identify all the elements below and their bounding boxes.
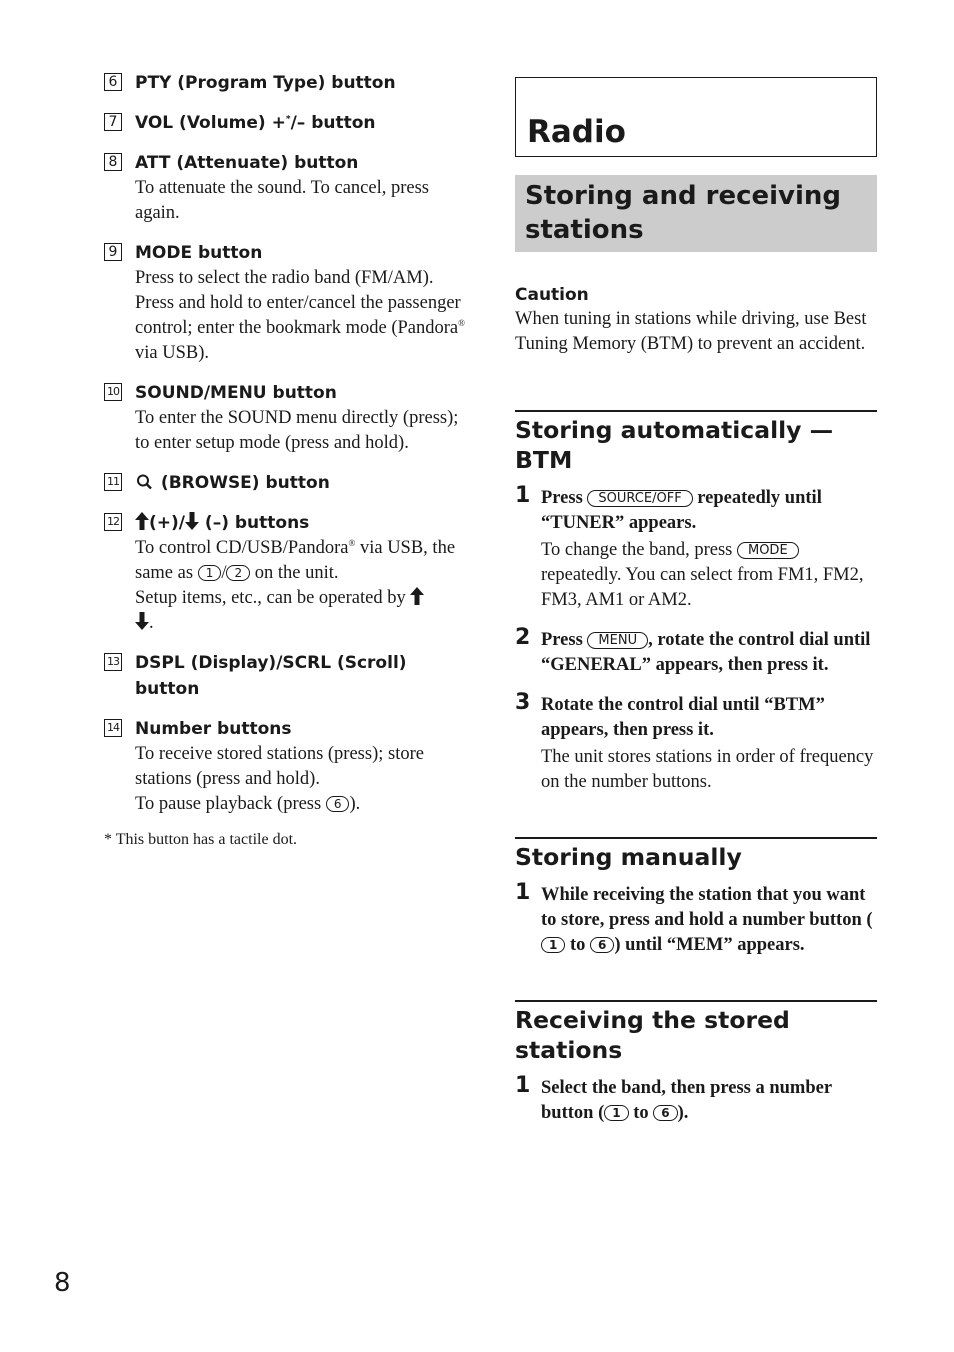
desc-part: To change the band, press bbox=[541, 540, 737, 560]
item-title: ATT (Attenuate) button bbox=[135, 153, 359, 173]
button-2-glyph: 2 bbox=[226, 565, 250, 581]
step-part: While receiving the station that you want to store, press and hold a number button ( bbox=[541, 885, 873, 930]
item-dspl bbox=[104, 650, 476, 702]
arrow-up-icon bbox=[135, 512, 149, 530]
desc-part: via USB, the same as bbox=[135, 538, 456, 583]
button-1-glyph: 1 bbox=[604, 1105, 628, 1121]
item-number: 10 bbox=[104, 383, 122, 401]
button-1-glyph: 1 bbox=[541, 937, 565, 953]
step-title bbox=[541, 1076, 877, 1126]
item-title: PTY (Program Type) button bbox=[135, 73, 396, 93]
menu-button-glyph: MENU bbox=[587, 632, 648, 649]
item-title bbox=[135, 470, 476, 496]
item-number: 7 bbox=[104, 113, 122, 131]
item-vol bbox=[104, 110, 476, 136]
step-title bbox=[541, 486, 877, 536]
caution-heading: Caution bbox=[515, 285, 589, 305]
step-number: 1 bbox=[515, 1073, 531, 1098]
step-part: to bbox=[628, 1103, 654, 1123]
step-part: repeatedly until “TUNER” appears. bbox=[541, 488, 822, 533]
step-part: ). bbox=[677, 1103, 689, 1123]
footnote: * This button has a tactile dot. bbox=[104, 831, 298, 848]
button-6-glyph: 6 bbox=[326, 796, 350, 812]
desc-part: ). bbox=[349, 794, 361, 814]
item-description: To enter the SOUND menu directly (press); to enter setup mode (press and hold). bbox=[135, 408, 459, 453]
step-part: Press bbox=[541, 488, 588, 508]
item-number: 8 bbox=[104, 153, 122, 171]
arrow-down-icon bbox=[185, 512, 199, 530]
item-sound-menu bbox=[104, 380, 476, 456]
item-title bbox=[135, 510, 476, 536]
item-description bbox=[135, 536, 476, 636]
desc-part: repeatedly. You can select from FM1, FM2, FM3, AM1 or AM2. bbox=[541, 565, 864, 610]
btm-heading: Storing automatically — BTM bbox=[515, 410, 877, 475]
chapter-title: Radio bbox=[527, 114, 626, 150]
desc-part: on the unit. bbox=[250, 563, 339, 583]
separator: / bbox=[221, 563, 227, 583]
title-part: /– button bbox=[290, 113, 376, 133]
btm-step-3 bbox=[515, 690, 877, 795]
item-pty bbox=[104, 70, 476, 96]
item-number: 6 bbox=[104, 73, 122, 91]
item-title: DSPL (Display)/SCRL (Scroll) button bbox=[135, 653, 407, 699]
item-title: SOUND/MENU button bbox=[135, 383, 337, 403]
manual-step-1 bbox=[515, 880, 877, 958]
step-title bbox=[541, 628, 877, 678]
item-description bbox=[135, 742, 476, 817]
source-off-button-glyph: SOURCE/OFF bbox=[587, 490, 692, 507]
step-number: 2 bbox=[515, 625, 531, 650]
desc-part: To control CD/USB/Pandora bbox=[135, 538, 349, 558]
registered-mark: ® bbox=[458, 317, 465, 328]
item-number: 14 bbox=[104, 719, 122, 737]
button-1-glyph: 1 bbox=[198, 565, 222, 581]
search-icon bbox=[135, 473, 155, 491]
step-number: 3 bbox=[515, 690, 531, 715]
step-part: Select the band, then press a number button ( bbox=[541, 1078, 832, 1123]
item-description: To attenuate the sound. To cancel, press again. bbox=[135, 178, 430, 223]
manual-heading: Storing manually bbox=[515, 837, 877, 872]
step-part: , rotate the control dial until “GENERAL” appears, then press it. bbox=[541, 630, 871, 675]
desc-part: Setup items, etc., can be operated by bbox=[135, 588, 411, 608]
step-description bbox=[541, 538, 877, 613]
arrow-down-icon bbox=[135, 612, 149, 630]
chapter-box bbox=[515, 77, 877, 157]
item-number: 11 bbox=[104, 473, 122, 491]
registered-mark: ® bbox=[348, 537, 356, 548]
section-title: Storing and receiving stations bbox=[515, 175, 877, 252]
button-6-glyph: 6 bbox=[590, 937, 614, 953]
item-att bbox=[104, 150, 476, 226]
btm-step-2 bbox=[515, 625, 877, 678]
step-description: The unit stores stations in order of frequency on the number buttons. bbox=[541, 747, 874, 792]
step-number: 1 bbox=[515, 880, 531, 905]
right-column bbox=[515, 77, 877, 1126]
item-number: 9 bbox=[104, 243, 122, 261]
item-title: Number buttons bbox=[135, 719, 292, 739]
item-description bbox=[135, 266, 476, 366]
desc-part: Press to select the radio band (FM/AM). Press and hold to enter/cancel the passenger control; enter the bookmark mode (Pandora bbox=[135, 268, 461, 338]
arrow-up-icon bbox=[410, 587, 424, 605]
item-title: MODE button bbox=[135, 243, 263, 263]
step-part: ) until “MEM” appears. bbox=[614, 935, 805, 955]
page-number: 8 bbox=[54, 1268, 71, 1298]
left-column bbox=[104, 70, 476, 851]
button-6-glyph: 6 bbox=[653, 1105, 677, 1121]
desc-part: . bbox=[149, 613, 154, 633]
title-part: (–) buttons bbox=[204, 513, 310, 533]
mode-button-glyph: MODE bbox=[737, 542, 799, 559]
item-number: 13 bbox=[104, 653, 122, 671]
item-number-buttons bbox=[104, 716, 476, 817]
desc-part: To pause playback (press bbox=[135, 794, 326, 814]
step-title: Rotate the control dial until “BTM” appears, then press it. bbox=[541, 695, 825, 740]
item-browse bbox=[104, 470, 476, 496]
step-number: 1 bbox=[515, 483, 531, 508]
btm-step-1 bbox=[515, 483, 877, 613]
step-part: to bbox=[565, 935, 591, 955]
tactile-dot-mark: * bbox=[285, 114, 291, 125]
receive-step-1 bbox=[515, 1073, 877, 1126]
title-part: VOL (Volume) + bbox=[135, 113, 286, 133]
receive-heading: Receiving the stored stations bbox=[515, 1000, 877, 1065]
desc-part: To receive stored stations (press); store stations (press and hold). bbox=[135, 744, 424, 789]
item-number: 12 bbox=[104, 513, 122, 531]
title-text: (BROWSE) button bbox=[160, 473, 330, 493]
item-title bbox=[135, 110, 476, 136]
item-up-down bbox=[104, 510, 476, 636]
item-mode bbox=[104, 240, 476, 366]
title-part: (+)/ bbox=[149, 513, 185, 533]
desc-part: via USB). bbox=[135, 343, 209, 363]
caution-text: When tuning in stations while driving, use Best Tuning Memory (BTM) to prevent an accident. bbox=[515, 309, 867, 354]
step-part: Press bbox=[541, 630, 588, 650]
step-title bbox=[541, 883, 877, 958]
